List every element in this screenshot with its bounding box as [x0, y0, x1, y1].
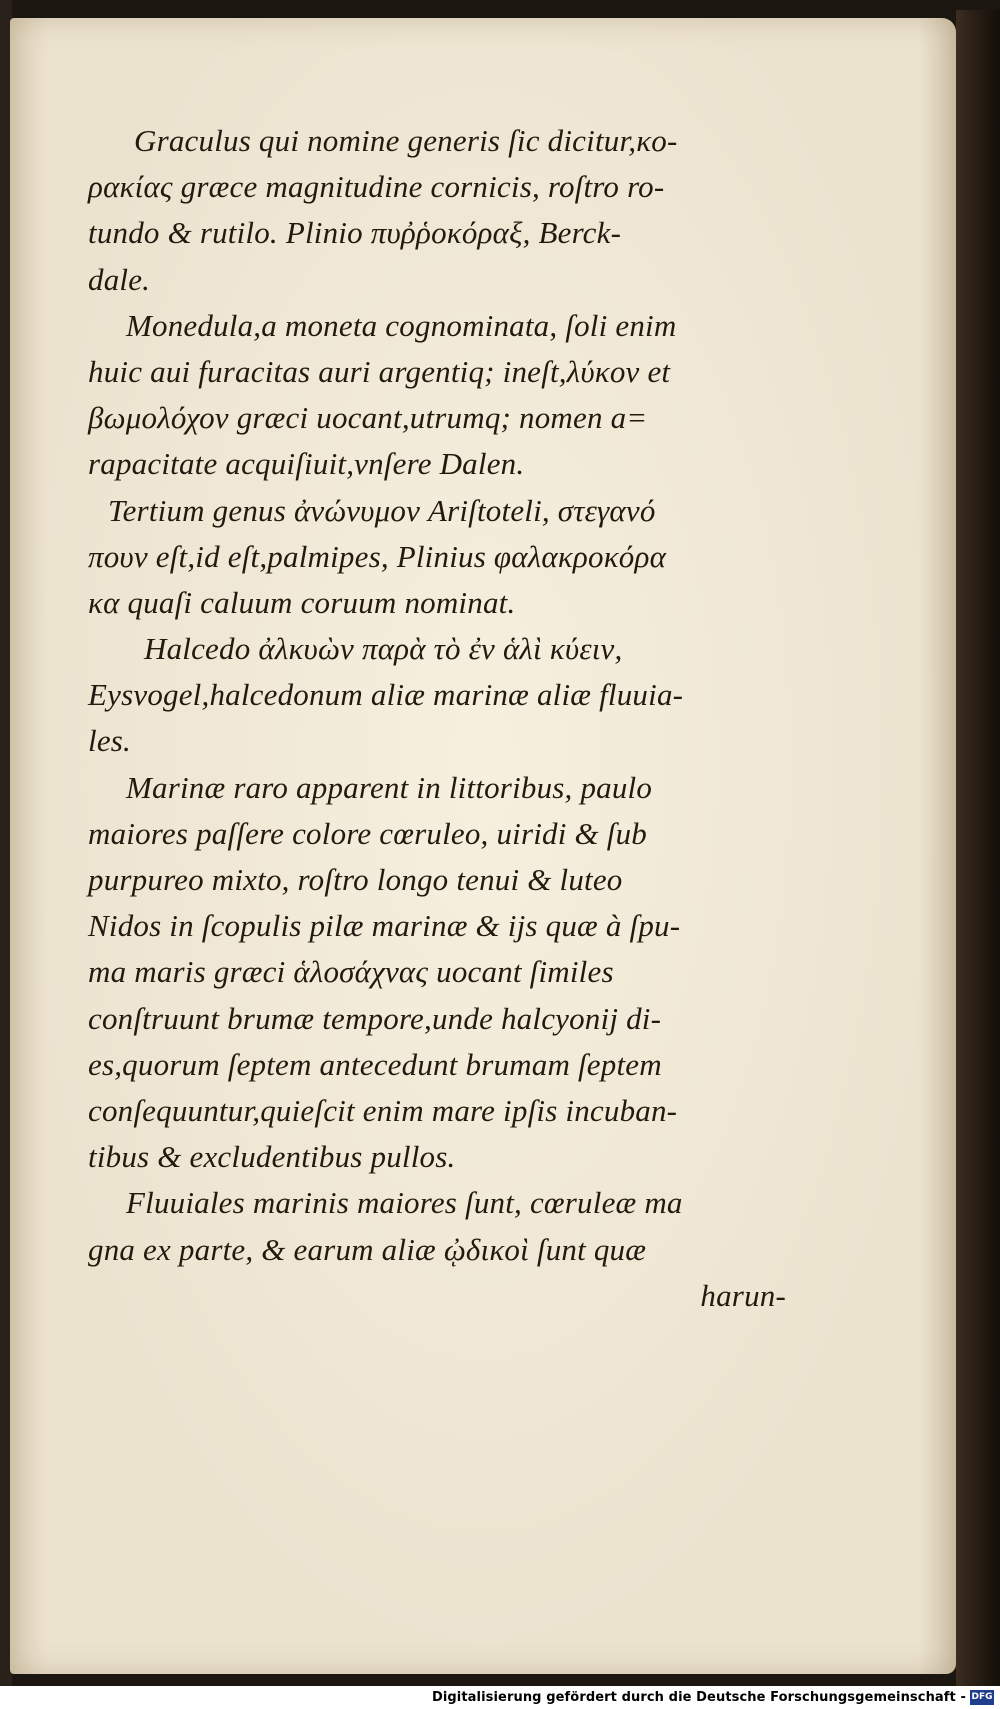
text-line: conſtruunt brumæ tempore,unde halcyonij di-: [88, 1000, 662, 1036]
text-line: Nidos in ſcopulis pilæ marinæ & ijs quæ à ſpu-: [88, 908, 681, 944]
text-line: es,quorum ſeptem antecedunt brumam ſeptem: [88, 1046, 662, 1082]
book-spine-edge: [956, 10, 1000, 1690]
text-line: rapacitate acquiſiuit,vnſere Dalen.: [88, 446, 525, 482]
text-line: ma maris græci ἁλοσάχνας uocant ſimiles: [88, 954, 614, 990]
text-line: conſequuntur,quieſcit enim mare ipſis incuban-: [88, 1092, 678, 1128]
text-line: Marinæ raro apparent in littoribus, paulo: [126, 769, 653, 805]
text-line: Monedula,a moneta cognominata, ſoli enim: [126, 307, 677, 343]
text-line: dale.: [88, 261, 151, 297]
text-line: tundo & rutilo. Plinio πυῤῥοκόραξ, Berck-: [88, 215, 622, 251]
text-line: purpureo mixto, roſtro longo tenui & luteo: [88, 862, 623, 897]
text-line: huic aui furacitas auri argentiq; ineſt,λύκον et: [88, 353, 671, 389]
text-line: maiores paſſere colore cœruleo, uiridi & ſub: [88, 815, 647, 851]
text-line: Graculus qui nomine generis ſic dicitur,κο-: [134, 123, 678, 158]
digitization-footer: [0, 1686, 1000, 1709]
text-line: Fluuiales marinis maiores ſunt, cœruleæ ma: [126, 1185, 683, 1221]
catchword: harun-: [700, 1277, 786, 1313]
page-text-block: [88, 118, 788, 1319]
text-line: Eysvogel,halcedonum aliæ marinæ aliæ fluuia-: [88, 677, 684, 713]
text-line: κα quaſi caluum coruum nominat.: [88, 584, 516, 620]
text-line: les.: [88, 723, 131, 759]
text-line: Halcedo ἀλκυὼν παρὰ τὸ ἐν ἁλὶ κύειν,: [144, 631, 623, 667]
text-line: Tertium genus ἀνώνυμον Ariſtoteli, στεγανό: [108, 492, 656, 528]
text-line: βωμολόχον græci uocant,utrumq; nomen a=: [88, 400, 648, 436]
dfg-logo: DFG: [970, 1690, 994, 1705]
text-line: ρακίας græce magnitudine cornicis, roſtro ro-: [88, 169, 665, 205]
text-line: πουν eſt,id eſt,palmipes, Plinius φαλακροκόρα: [88, 538, 667, 574]
text-line: gna ex parte, & earum aliæ ᾠδικοὶ ſunt quæ: [88, 1231, 647, 1267]
text-line: tibus & excludentibus pullos.: [88, 1139, 456, 1175]
funding-notice: Digitalisierung gefördert durch die Deutsche Forschungsgemeinschaft -: [431, 1690, 966, 1705]
